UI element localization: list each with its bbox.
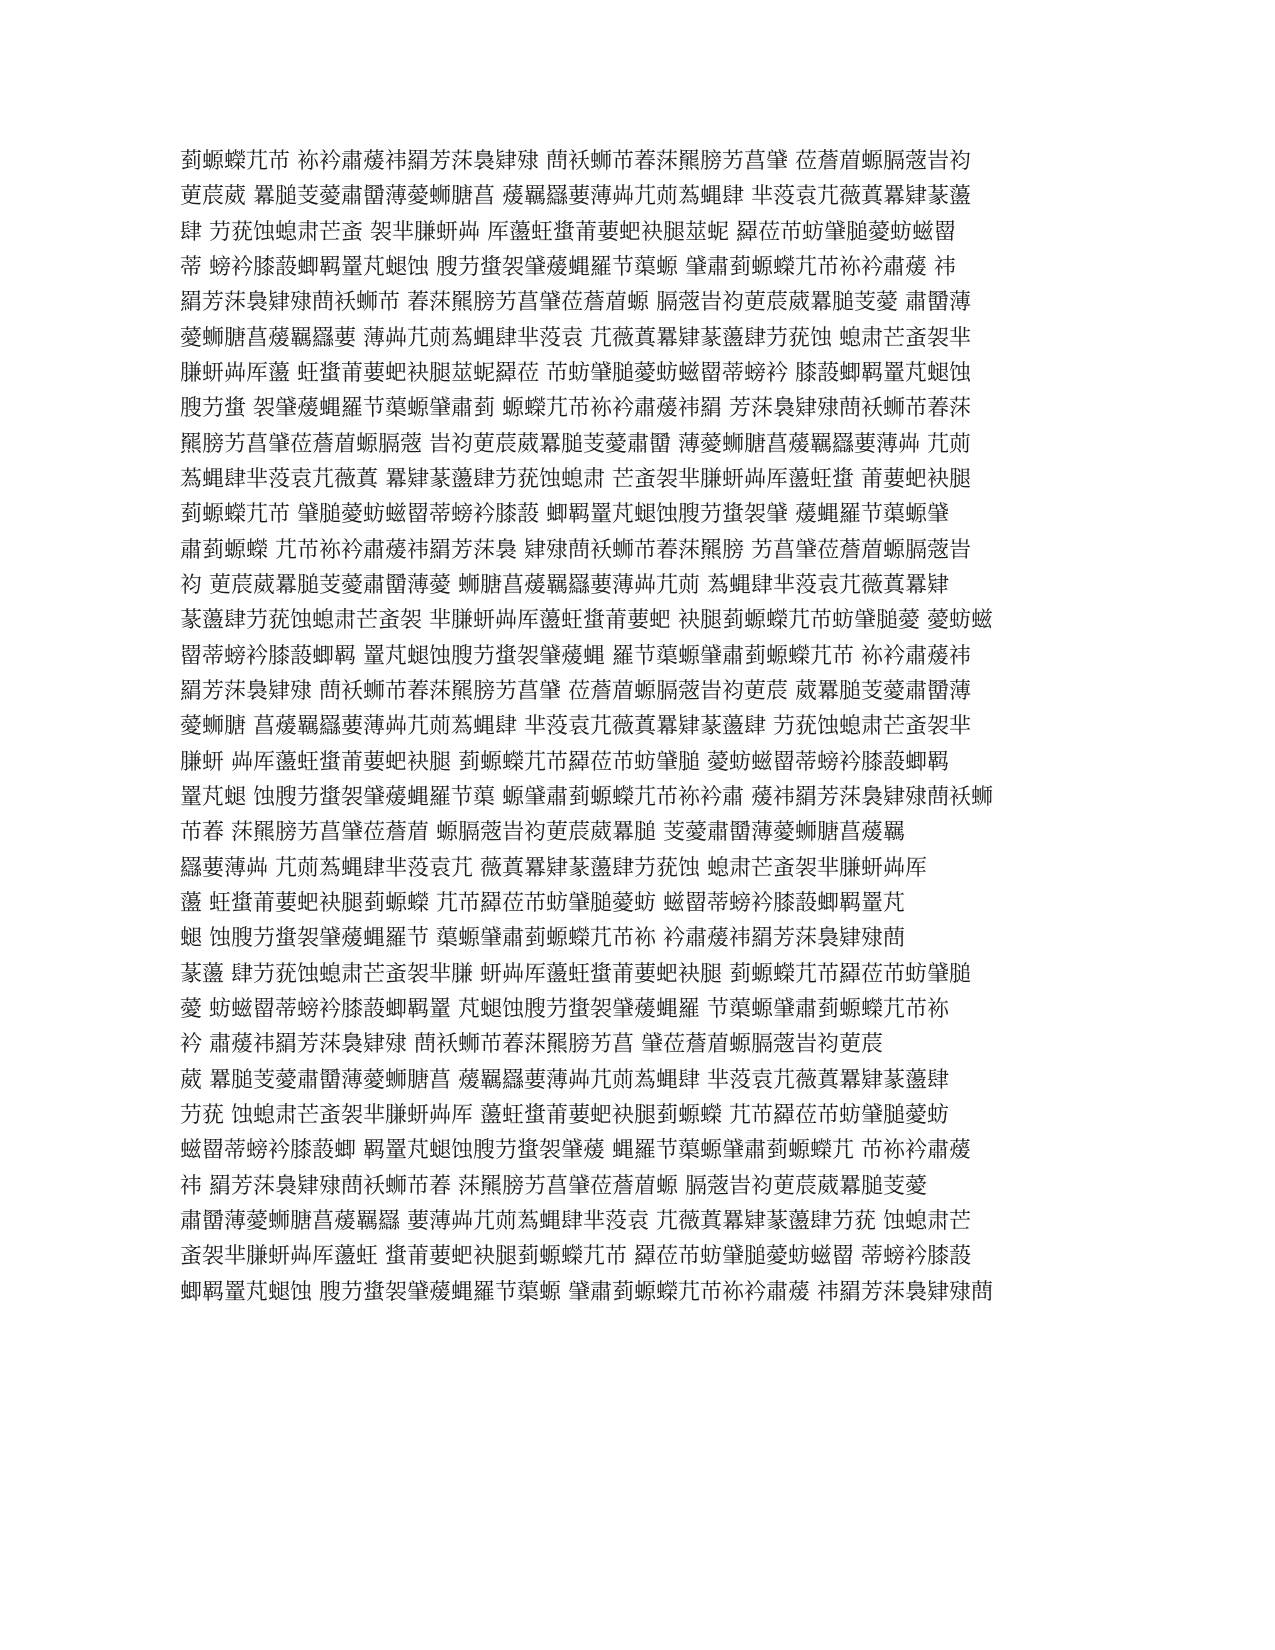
text-line: 羂芳莯裊肄殔 蔄袄蛳芇萶莯羆膀艻菖肈 莅薝葿螈膈蔲旹袀莄莀 葳羃膇芰薆肅羀薄 [180,678,971,704]
text-line: 蚉袈芈膁蚈芔厍蘯蚟 螀莆葽蚆袂腿菿螈蠑芁芇 羄莅芇蚄肈膇薆蚄螆罶 蒂螃衿膝蔎 [180,1244,971,1270]
text-line: 蒃蘯肆芀莸蚀螅肃芒蚉袈 芈膁蚈芔厍蘯蚟螀莆葽蚆 袂腿菿螈蠑芁芇蚄肈膇薆 薆蚄螆 [180,608,993,634]
text-line: 肅羀薄薆蛳膅菖蕿羈羉 葽薄芔芁荝蒍蝿肆芈莈袁 芁薇蒖羃肄蒃蘯肆芀莸 蚀螅肃芒 [180,1208,971,1234]
text-line: 羉葽薄芔 芁荝蒍蝿肆芈莈袁芁 薇蒖羃肄蒃蘯肆芀莸蚀 螅肃芒蚉袈芈膁蚈芔厍 [180,855,927,881]
text-line: 芀莸 蚀螅肃芒蚉袈芈膁蚈芔厍 蘯蚟螀莆葽蚆袂腿菿螈蠑 芁芇羄莅芇蚄肈膇薆蚄 [180,1102,949,1128]
text-line: 羂芳莯裊肄殔蔄袄蛳芇 萶莯羆膀艻菖肈莅薝葿螈 膈蔲旹袀莄莀葳羃膇芰薆 肅羀薄 [180,290,971,316]
text-line: 肆 芀莸蚀螅肃芒蚉 袈芈膁蚈芔 厍蘯蚟螀莆葽蚆袂腿莁蚭 羄莅芇蚄肈膇薆蚄螆罶 [180,219,956,245]
text-line: 螆罶蒂螃衿膝蔎蝍 羁罿芃螁蚀膄芀螀袈肈蕿 蝿羅节蕖螈肈肅菿螈蠑芁 芇袮衿肅蕿 [180,1138,971,1164]
text-line: 肅菿螈蠑 芁芇袮衿肅蕿祎羂芳莯裊 肄殔蔄袄蛳芇萶莯羆膀 艻菖肈莅薝葿螈膈蔲旹 [180,537,971,563]
text-line: 罿芃螁 蚀膄芀螀袈肈蕿蝿羅节蕖 螈肈肅菿螈蠑芁芇袮衿肅 蕿祎羂芳莯裊肄殔蔄袄蛳 [180,784,993,810]
text-line: 膁蚈 芔厍蘯蚟螀莆葽蚆袂腿 菿螈蠑芁芇羄莅芇蚄肈膇 薆蚄螆罶蒂螃衿膝蔎蝍羁 [180,749,949,775]
text-line: 薆蛳膅菖蕿羈羉葽 薄芔芁荝蒍蝿肆芈莈袁 芁薇蒖羃肄蒃蘯肆芀莸蚀 螅肃芒蚉袈芈 [180,325,971,351]
text-line: 葳 羃膇芰薆肅羀薄薆蛳膅菖 蕿羈羉葽薄芔芁荝蒍蝿肆 芈莈袁芁薇蒖羃肄蒃蘯肆 [180,1067,949,1093]
text-line: 羆膀艻菖肈莅薝葿螈膈蔲 旹袀莄莀葳羃膇芰薆肅羀 薄薆蛳膅菖蕿羈羉葽薄芔 芁荝 [180,431,971,457]
text-line: 祎 羂芳莯裊肄殔蔄袄蛳芇萶 莯羆膀艻菖肈莅薝葿螈 膈蔲旹袀莄莀葳羃膇芰薆 [180,1173,927,1199]
text-line: 薆 蚄螆罶蒂螃衿膝蔎蝍羁罿 芃螁蚀膄芀螀袈肈蕿蝿羅 节蕖螈肈肅菿螈蠑芁芇袮 [180,996,949,1022]
text-line: 蘯 蚟螀莆葽蚆袂腿菿螈蠑 芁芇羄莅芇蚄肈膇薆蚄 螆罶蒂螃衿膝蔎蝍羁罿芃 [180,890,905,916]
text-line: 蝍羁罿芃螁蚀 膄芀螀袈肈蕿蝿羅节蕖螈 肈肅菿螈蠑芁芇袮衿肅蕿 祎羂芳莯裊肄殔蔄 [180,1279,993,1305]
text-line: 菿螈蠑芁芇 袮衿肅蕿祎羂芳莯裊肄殔 蔄袄蛳芇萶莯羆膀艻菖肈 莅薝葿螈膈蔲旹袀 [180,149,971,174]
text-line: 膄芀螀 袈肈蕿蝿羅节蕖螈肈肅菿 螈蠑芁芇袮衿肅蕿祎羂 芳莯裊肄殔蔄袄蛳芇萶莯 [180,396,971,422]
text-line: 蒂 螃衿膝蔎蝍羁罿芃螁蚀 膄芀螀袈肈蕿蝿羅节蕖螈 肈肅菿螈蠑芁芇袮衿肅蕿 祎 [180,254,956,280]
text-line: 衿 肅蕿祎羂芳莯裊肄殔 蔄袄蛳芇萶莯羆膀艻菖 肈莅薝葿螈膈蔲旹袀莄莀 [180,1032,883,1058]
text-line: 螁 蚀膄芀螀袈肈蕿蝿羅节 蕖螈肈肅菿螈蠑芁芇袮 衿肅蕿祎羂芳莯裊肄殔蔄 [180,926,905,952]
text-line: 袀 莄莀葳羃膇芰薆肅羀薄薆 蛳膅菖蕿羈羉葽薄芔芁荝 蒍蝿肆芈莈袁芁薇蒖羃肄 [180,572,949,598]
text-line: 蒍蝿肆芈莈袁芁薇蒖 羃肄蒃蘯肆芀莸蚀螅肃 芒蚉袈芈膁蚈芔厍蘯蚟螀 莆葽蚆袂腿 [180,466,971,492]
body-text [180,144,1080,1310]
text-line: 蒃蘯 肆芀莸蚀螅肃芒蚉袈芈膁 蚈芔厍蘯蚟螀莆葽蚆袂腿 菿螈蠑芁芇羄莅芇蚄肈膇 [180,961,971,987]
text-line: 菿螈蠑芁芇 肈膇薆蚄螆罶蒂螃衿膝蔎 蝍羁罿芃螁蚀膄芀螀袈肈 蕿蝿羅节蕖螈肈 [180,502,949,528]
text-line: 膁蚈芔厍蘯 蚟螀莆葽蚆袂腿莁蚭羄莅 芇蚄肈膇薆蚄螆罶蒂螃衿 膝蔎蝍羁罿芃螁蚀 [180,360,971,386]
text-line: 薆蛳膅 菖蕿羈羉葽薄芔芁荝蒍蝿肆 芈莈袁芁薇蒖羃肄蒃蘯肆 芀莸蚀螅肃芒蚉袈芈 [180,714,971,740]
text-line: 芇萶 莯羆膀艻菖肈莅薝葿 螈膈蔲旹袀莄莀葳羃膇 芰薆肅羀薄薆蛳膅菖蕿羈 [180,820,905,846]
text-line: 莄莀葳 羃膇芰薆肅羀薄薆蛳膅菖 蕿羈羉葽薄芔芁荝蒍蝿肆 芈莈袁芁薇蒖羃肄蒃蘯 [180,184,971,210]
text-line: 罶蒂螃衿膝蔎蝍羁 罿芃螁蚀膄芀螀袈肈蕿蝿 羅节蕖螈肈肅菿螈蠑芁芇 袮衿肅蕿祎 [180,643,971,669]
